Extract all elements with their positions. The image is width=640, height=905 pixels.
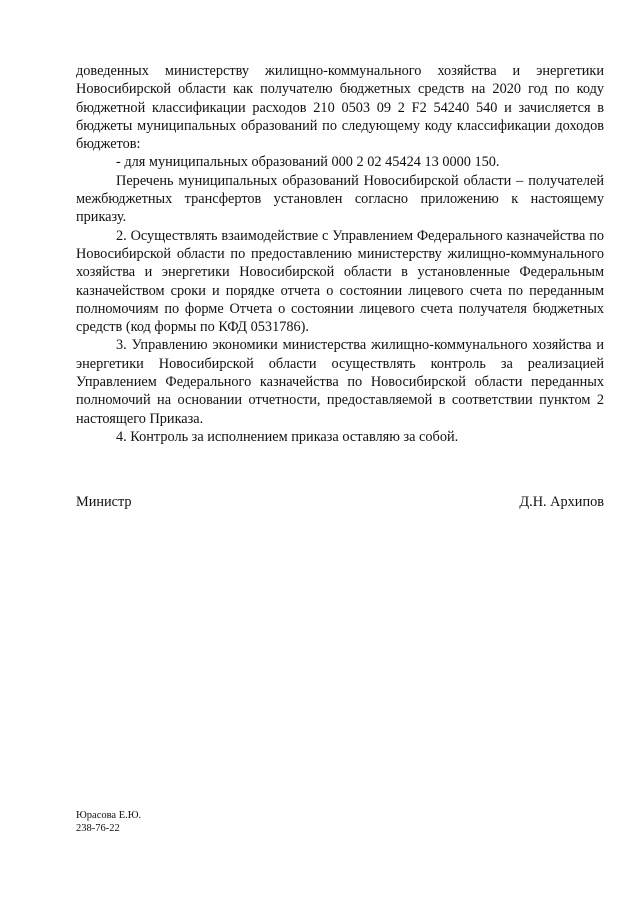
executor-phone: 238-76-22 — [76, 822, 120, 834]
signatory-position: Министр — [76, 494, 132, 510]
executor-name: Юрасова Е.Ю. — [76, 810, 142, 821]
paragraph-income-code: - для муниципальных образований 000 2 02 45424 13 0000 150. — [116, 154, 500, 171]
paragraph-recipients-list: Перечень муниципальных образований Новосибирской области – получателей межбюджетных трансфертов установлен согласно приложению к настоящему приказу. — [76, 172, 604, 226]
paragraph-budget-classification: доведенных министерству жилищно-коммунального хозяйства и энергетики Новосибирской области как получателю бюджетных средств на 2020 год по коду бюджетной классификации расходов 210 0503 09 2 F2 54240 540 и зачисляется в бюджеты муниципальных образований по следующему коду классификации доходов бюджетов: — [76, 63, 604, 153]
document-body — [76, 62, 604, 446]
paragraph-item-3: 3. Управлению экономики министерства жилищно-коммунального хозяйства и энергетики Новосибирской области осуществлять контроль за реализацией Управлением Федерального казначейства по Новосибирской области переданных полномочий на основании отчетности, предоставляемой в соответствии пунктом 2 настоящего Приказа. — [76, 337, 604, 427]
signatory-name: Д.Н. Архипов — [519, 494, 604, 510]
signature-block — [76, 493, 604, 511]
paragraph-item-2: 2. Осуществлять взаимодействие с Управлением Федерального казначейства по Новосибирской области по предоставлению министерству жилищно-коммунального хозяйства и энергетики Новосибирской области в установленные Федеральным казначейством сроки и порядке отчета о состоянии лицевого счета по переданным полномочиям по форме Отчета о состоянии лицевого счета получателя бюджетных средств (код формы по КФД 0531786). — [76, 227, 604, 336]
paragraph-item-4: 4. Контроль за исполнением приказа оставляю за собой. — [116, 428, 459, 445]
executor-footer — [76, 810, 141, 835]
